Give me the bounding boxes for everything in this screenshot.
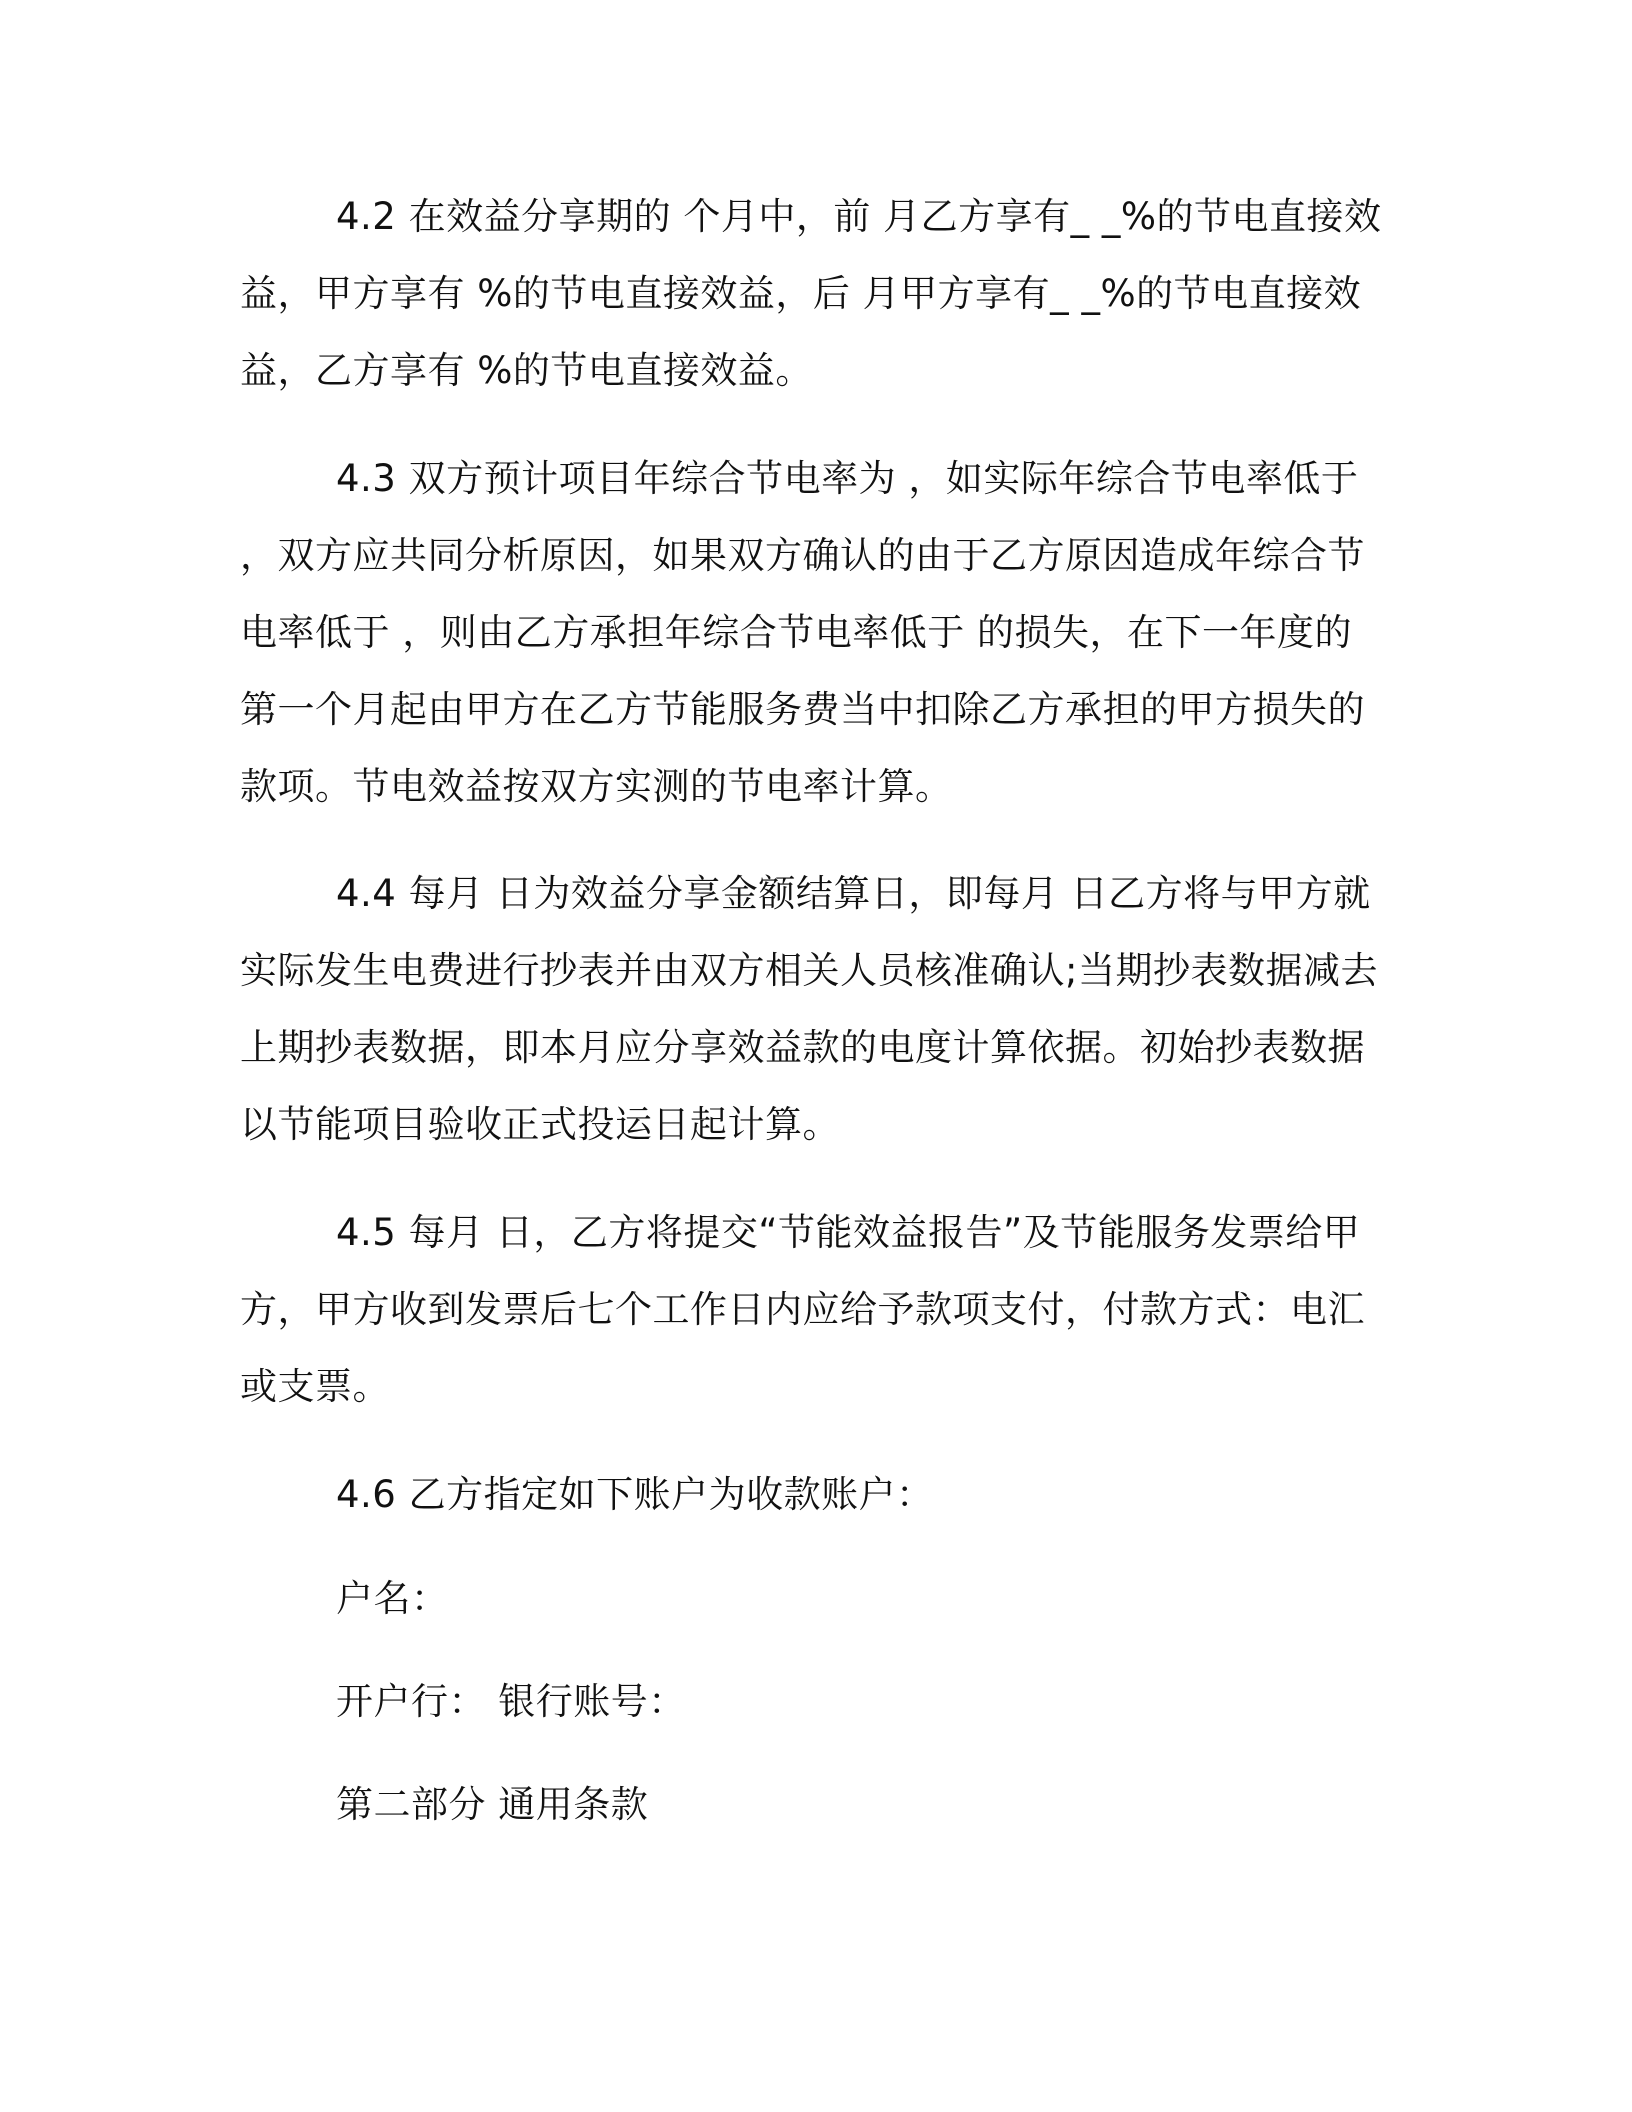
section-heading: 第二部分 通用条款	[336, 1783, 649, 1826]
bank-account-line: 开户行： 银行账号：	[336, 1680, 686, 1723]
clause-4-3: 4.3 双方预计项目年综合节电率为 ，如实际年综合节电率低于 ，双方应共同分析原因，如果双方确认的由于乙方原因造成年综合节电率低于 ，则由乙方承担年综合节电率低于 的损失，在下一年度的第一个月起由甲方在乙方节能服务费当中扣除乙方承担的甲方损失的款项。节电效益按双方实测的节电率计算。	[240, 457, 1365, 808]
clause-4-5: 4.5 每月 日，乙方将提交“节能效益报告”及节能服务发票给甲方，甲方收到发票后七个工作日内应给予款项支付，付款方式：电汇或支票。	[240, 1211, 1365, 1408]
clause-4-6: 4.6 乙方指定如下账户为收款账户：	[336, 1473, 934, 1516]
clause-4-2: 4.2 在效益分享期的 个月中，前 月乙方享有_ _%的节电直接效益，甲方享有 %的节电直接效益，后 月甲方享有_ _%的节电直接效益，乙方享有 %的节电直接效益。	[240, 195, 1382, 392]
account-name-line: 户名：	[336, 1577, 449, 1620]
clause-4-4: 4.4 每月 日为效益分享金额结算日，即每月 日乙方将与甲方就实际发生电费进行抄表并由双方相关人员核准确认;当期抄表数据减去上期抄表数据，即本月应分享效益款的电度计算依据。初始抄表数据以节能项目验收正式投运日起计算。	[240, 872, 1378, 1146]
